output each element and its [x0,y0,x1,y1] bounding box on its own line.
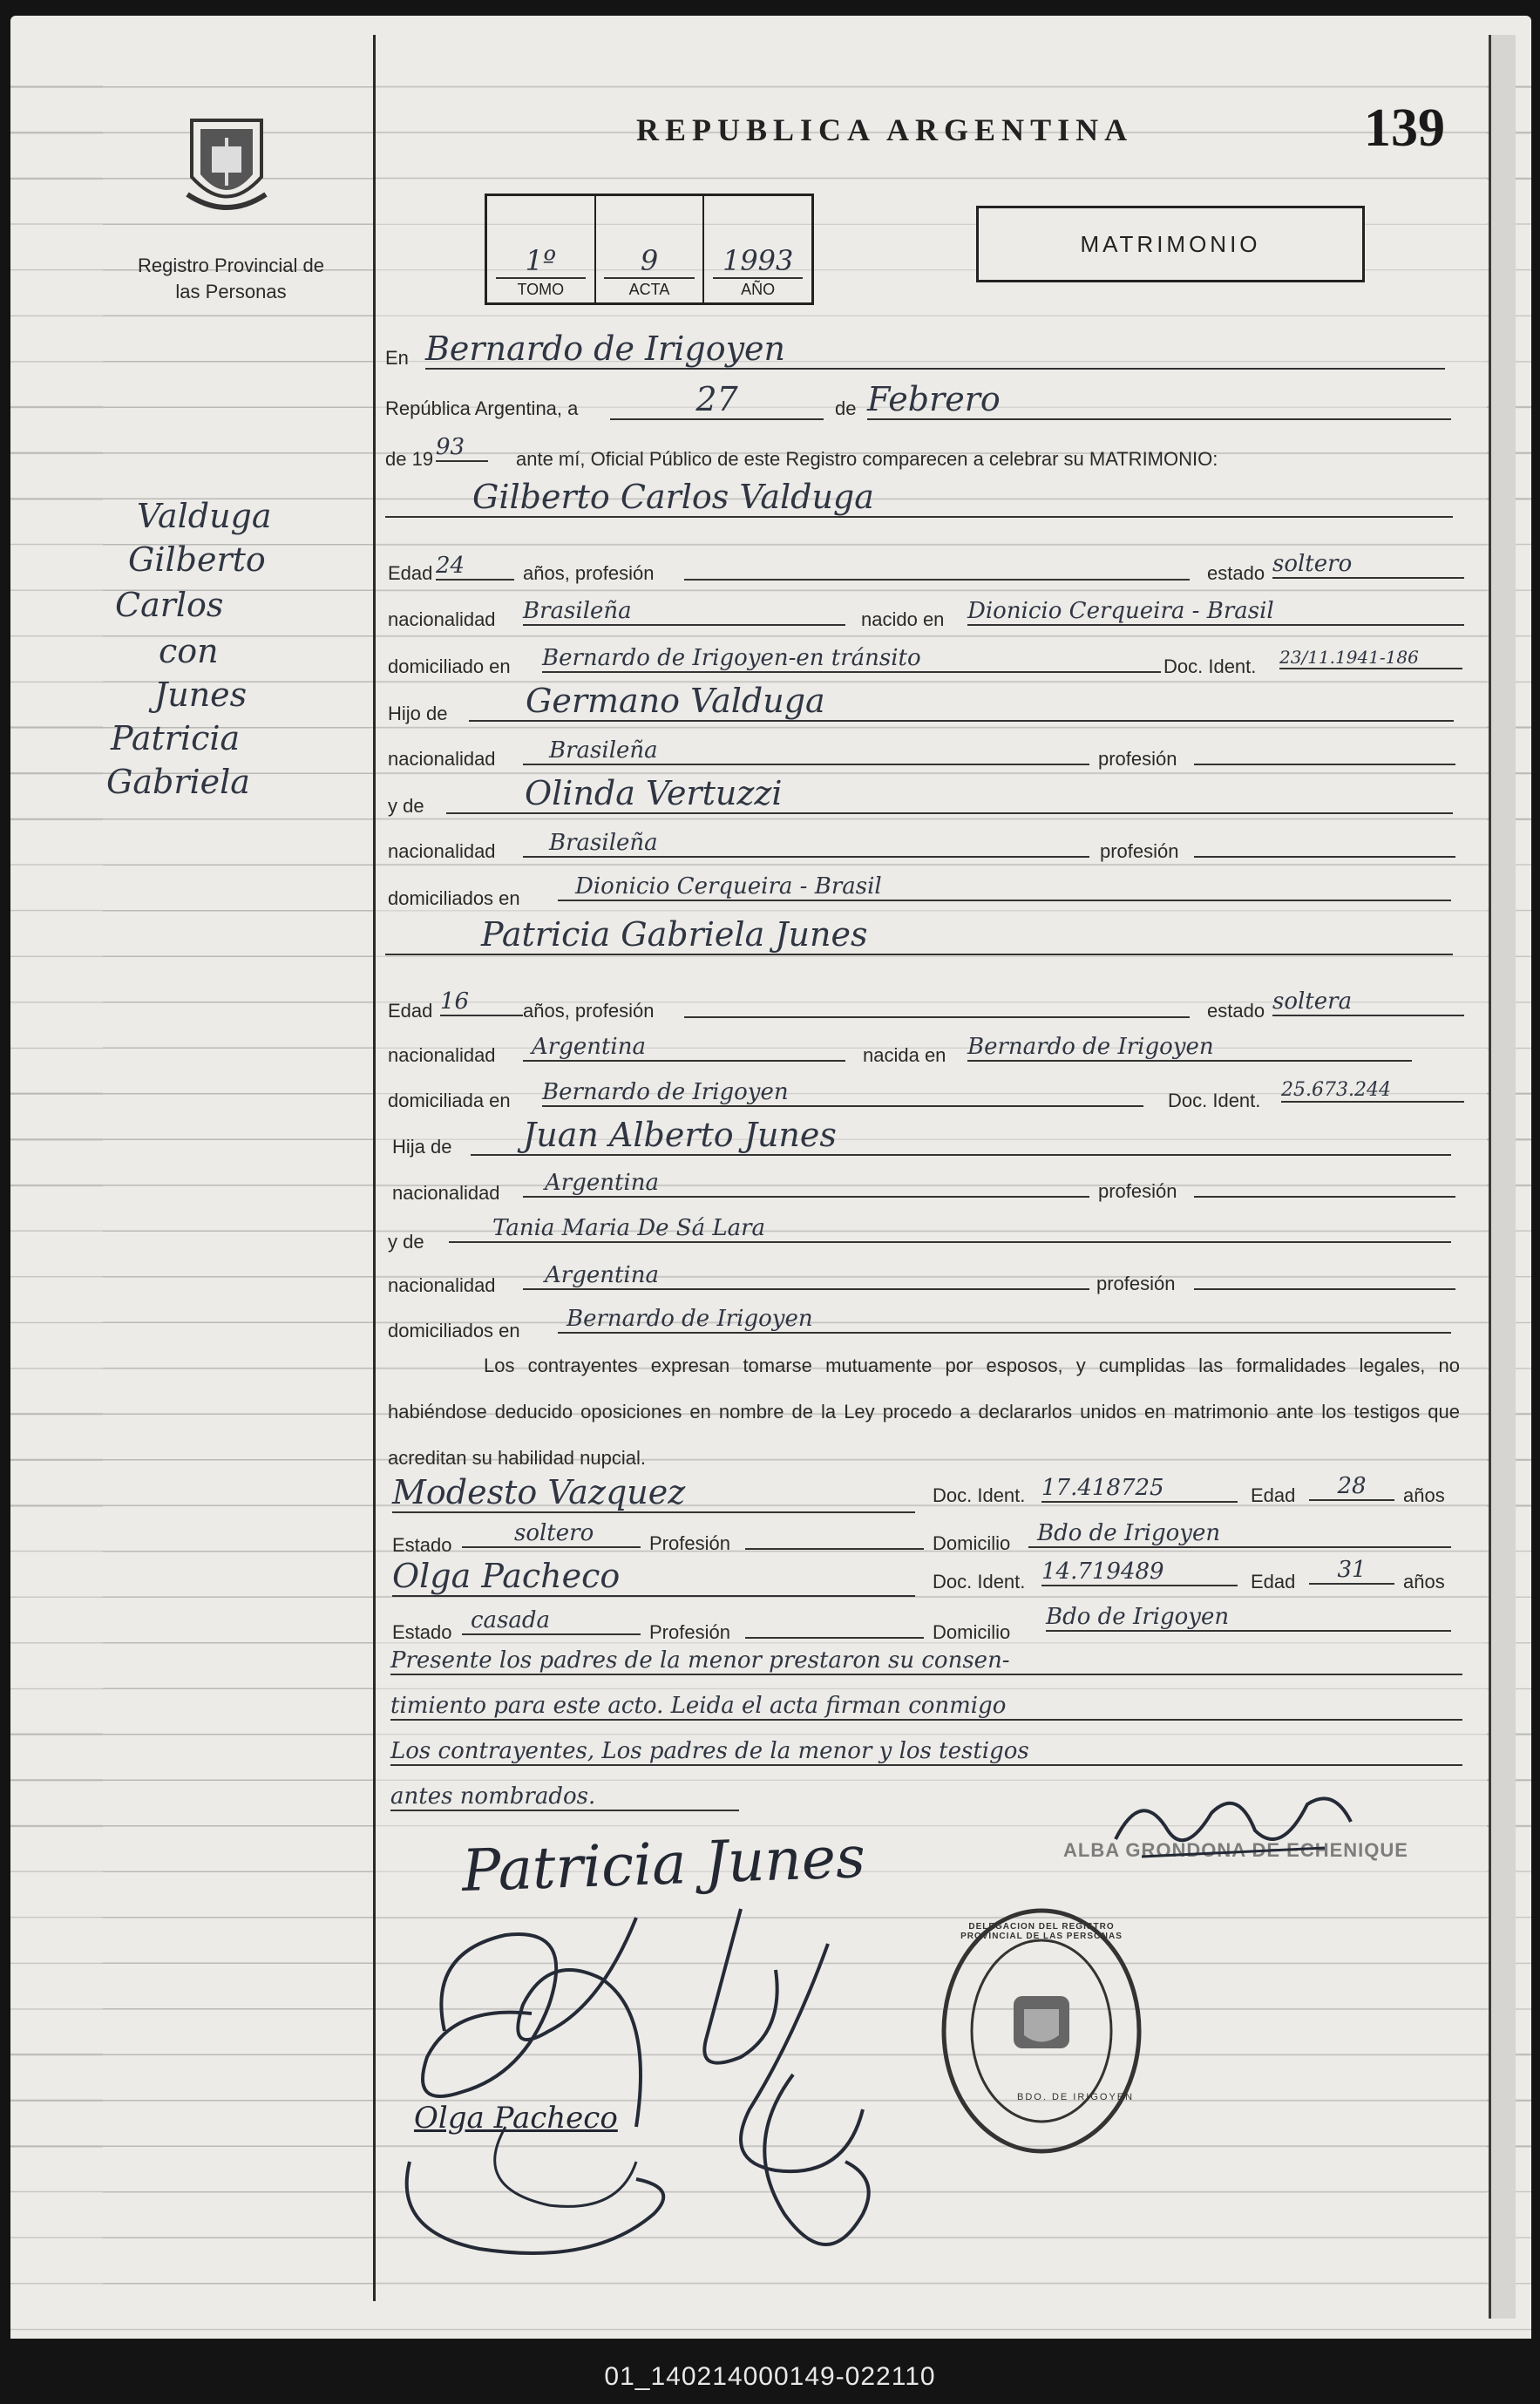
margin-note-line: Valduga [137,497,272,535]
margin-note-line: Gilberto [128,540,266,579]
margin-note-line: Junes [154,676,248,714]
bride-mother-label: y de [388,1231,424,1253]
witness1-doc-label: Doc. Ident. [933,1484,1026,1506]
bride-parents-dom-label: domiciliados en [388,1320,520,1341]
acta-label: ACTA [628,281,670,298]
intro-statement: ante mí, Oficial Público de este Registro comparecen a celebrar su MATRIMONIO: [516,448,1218,470]
witness2-estado: casada [462,1607,641,1635]
bride-domicilio: Bernardo de Irigoyen [542,1079,1143,1107]
groom-estado-label: estado [1207,562,1265,584]
witness2-doc: 14.719489 [1041,1559,1238,1586]
witness1-profesion-label: Profesión [649,1532,730,1554]
bride-nacionalidad: Argentina [523,1034,845,1062]
bride-mother-prof-line [1194,1288,1455,1290]
bride-profesion-line [684,1016,1190,1018]
groom-father-prof-label: profesión [1098,748,1177,770]
ano-cell [704,196,811,302]
groom-nacido: Dionicio Cerqueira - Brasil [967,598,1464,626]
groom-profesion-label: años, profesión [523,562,655,584]
bride-father-prof-label: profesión [1098,1180,1177,1202]
bride-nac-label: nacionalidad [388,1044,496,1066]
groom-domicilio: Bernardo de Irigoyen-en tránsito [542,645,1161,673]
page-number: 139 [1364,98,1445,158]
seal-inner-text: BDO. DE IRIGOYEN [1017,2092,1135,2102]
witness1-estado-label: Estado [392,1534,452,1556]
margin-note-line: Patricia [111,719,241,757]
en-label: En [385,347,409,369]
officer-signature [1107,1778,1368,1874]
witness2-domicilio: Bdo de Irigoyen [1046,1604,1451,1632]
observation-line: antes nombrados. [390,1783,739,1811]
de-label: de [835,397,857,419]
bride-estado-label: estado [1207,1000,1265,1022]
bride-father-nac: Argentina [523,1170,1089,1198]
bride-father-label: Hija de [392,1136,452,1158]
observation-line: Presente los padres de la menor prestaron su consen- [390,1647,1462,1675]
witness2-edad: 31 [1309,1557,1394,1585]
observation-line: Los contrayentes, Los padres de la menor y los testigos [390,1738,1462,1766]
groom-mother-prof-line [1194,856,1455,858]
page-edge [1489,35,1516,2319]
tomo-label: TOMO [517,281,565,298]
footer-caption: 01_140214000149-022110 [604,2362,936,2391]
witness1-edad-label: Edad [1251,1484,1296,1506]
witness1-domicilio-label: Domicilio [933,1532,1011,1554]
witness1-profesion-line [745,1548,924,1550]
witness2-doc-label: Doc. Ident. [933,1571,1026,1592]
groom-parents-dom-label: domiciliados en [388,887,520,909]
groom-nacionalidad: Brasileña [523,598,845,626]
groom-parents-dom: Dionicio Cerqueira - Brasil [558,873,1451,901]
country-title: REPUBLICA ARGENTINA [636,112,1134,147]
groom-father-nac-label: nacionalidad [388,748,496,770]
bride-estado: soltera [1272,988,1464,1016]
bride-profesion-label: años, profesión [523,1000,655,1022]
witness2-edad-label: Edad [1251,1571,1296,1592]
bride-edad: 16 [440,988,523,1016]
groom-nac-label: nacionalidad [388,608,496,630]
bride-doc: 25.673.244 [1281,1079,1464,1103]
act-type-box: MATRIMONIO [976,206,1365,282]
bride-father: Juan Alberto Junes [471,1116,1451,1156]
groom-mother-label: y de [388,795,424,817]
groom-doc: 23/11.1941-186 [1279,647,1462,669]
day-value: 27 [610,380,824,420]
bride-father-prof-line [1194,1196,1455,1198]
place-value: Bernardo de Irigoyen [425,329,1445,370]
witness2-anos-label: años [1403,1571,1445,1592]
witness1-anos-label: años [1403,1484,1445,1506]
seal-text: DELEGACION DEL REGISTRO PROVINCIAL DE LAS PERSONAS [960,1922,1123,1941]
republica-label: República Argentina, a [385,397,579,419]
groom-mother-nac: Brasileña [523,830,1089,858]
groom-edad: 24 [436,553,514,581]
declaration-text: Los contrayentes expresan tomarse mutuamente por esposos, y cumplidas las formalidades legales, no habiéndose deducido oposiciones en nombre de la Ley procedo a declararlos unidos en matrimonio ante los testigos que acreditan su habilidad nupcial. [388,1355,1460,1469]
groom-mother: Olinda Vertuzzi [446,774,1453,814]
groom-father-prof-line [1194,764,1455,765]
registry-logo [179,112,275,225]
bride-mother-nac: Argentina [523,1262,1089,1290]
groom-father: Germano Valduga [469,682,1454,722]
bride-father-nac-label: nacionalidad [392,1182,500,1204]
witness1-doc: 17.418725 [1041,1475,1238,1503]
witness2-name: Olga Pacheco [392,1557,915,1597]
groom-dom-label: domiciliado en [388,655,511,677]
groom-nacido-label: nacido en [861,608,945,630]
margin-note-line: con [159,632,219,670]
witness2-domicilio-label: Domicilio [933,1621,1011,1643]
month-value: Febrero [867,380,1451,420]
record-box [485,194,814,305]
tomo-cell [487,196,596,302]
bride-nacida: Bernardo de Irigoyen [967,1034,1412,1062]
groom-profesion-line [684,579,1190,581]
acta-cell [596,196,705,302]
bride-edad-label: Edad [388,1000,433,1022]
bride-nacida-label: nacida en [863,1044,946,1066]
ano-value: 1993 [713,244,803,279]
registry-name: Registro Provincial de las Personas [138,255,324,302]
bride-signature: Patricia Junes [460,1823,866,1905]
groom-mother-prof-label: profesión [1100,840,1179,862]
acta-value: 9 [604,244,694,279]
ano-label: AÑO [741,281,776,298]
witness2-profesion-label: Profesión [649,1621,730,1643]
margin-note-line: Carlos [115,586,224,624]
groom-name: Gilberto Carlos Valduga [385,478,1453,518]
groom-edad-label: Edad [388,562,433,584]
groom-father-label: Hijo de [388,703,448,724]
year-prefix: de 19 [385,448,434,470]
witness1-domicilio: Bdo de Irigoyen [1028,1520,1451,1548]
groom-father-nac: Brasileña [523,737,1089,765]
witness1-name: Modesto Vazquez [392,1473,915,1513]
bride-doc-label: Doc. Ident. [1168,1090,1261,1111]
year-suffix: 93 [436,434,488,462]
witness2-estado-label: Estado [392,1621,452,1643]
groom-mother-nac-label: nacionalidad [388,840,496,862]
witness1-edad: 28 [1309,1473,1394,1501]
groom-estado: soltero [1272,551,1464,579]
officer-stamp: ALBA GRONDONA DE ECHENIQUE [1063,1839,1408,1861]
bride-mother-prof-label: profesión [1096,1273,1176,1294]
registry-seal [937,1905,1146,2157]
bride-dom-label: domiciliada en [388,1090,511,1111]
tomo-value: 1º [496,244,586,279]
bride-parents-dom: Bernardo de Irigoyen [558,1306,1451,1334]
witness2-profesion-line [745,1637,924,1639]
groom-doc-label: Doc. Ident. [1163,655,1257,677]
observation-line: timiento para este acto. Leida el acta firman conmigo [390,1693,1462,1721]
witness-signature: Olga Pacheco [414,2101,618,2136]
bride-mother: Tania Maria De Sá Lara [449,1215,1451,1243]
witness1-estado: soltero [462,1520,641,1548]
bride-mother-nac-label: nacionalidad [388,1274,496,1296]
margin-note-line: Gabriela [106,763,250,801]
bride-name: Patricia Gabriela Junes [385,915,1453,955]
margin-column [103,35,376,2301]
